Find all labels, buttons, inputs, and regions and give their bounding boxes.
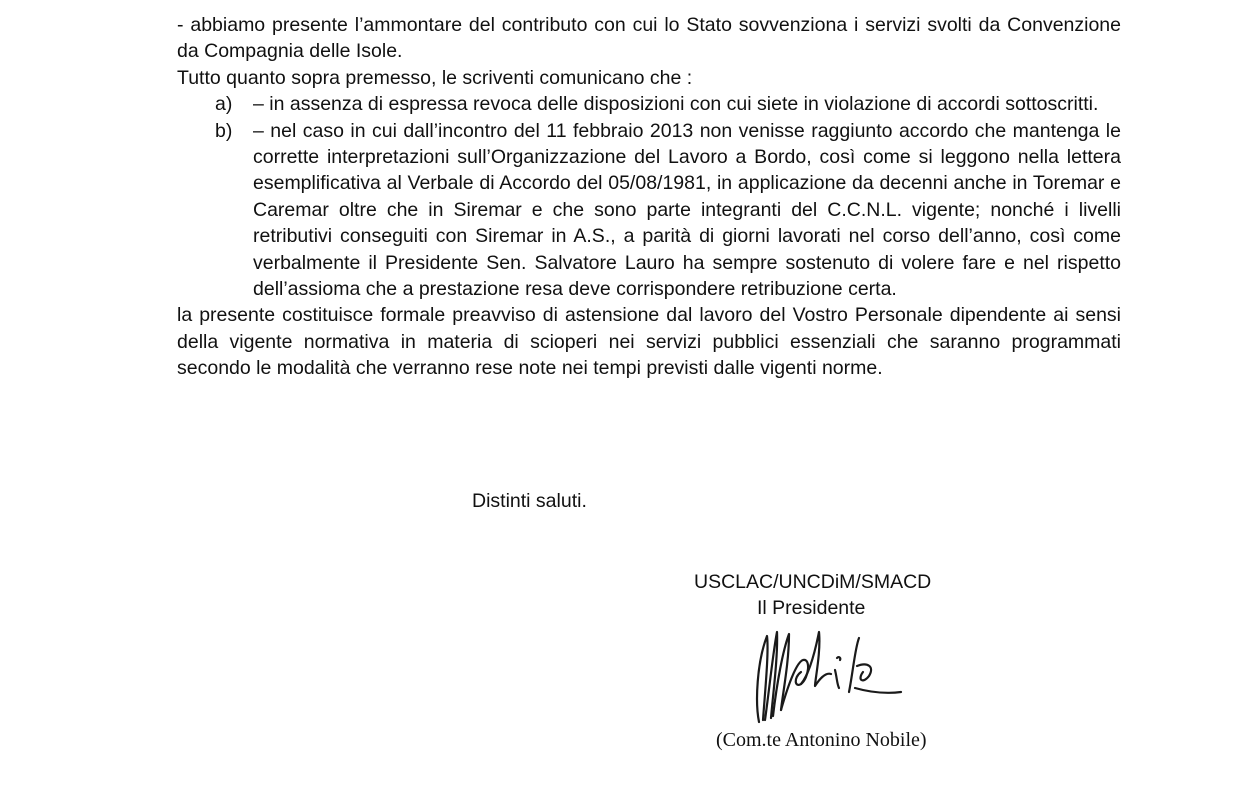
letter-body (177, 12, 1121, 382)
list-item-text: – nel caso in cui dall’incontro del 11 febbraio 2013 non venisse raggiunto accordo che mantenga le corrette interpretazioni sull’Organizzazione del Lavoro a Bordo, così come si leggono nella lettera esemplificativa al Verbale di Accordo del 05/08/1981, in applicazione da decenni anche in Toremar e Caremar oltre che in Siremar e che sono parte integranti del C.C.N.L. vigente; nonché i livelli retributivi conseguiti con Siremar in A.S., a parità di giorni lavorati nel corso dell’anno, così come verbalmente il Presidente Sen. Salvatore Lauro ha sempre sostenuto di volere fare e nel rispetto dell’assioma che a prestazione resa deve corrispondere retribuzione certa. (253, 119, 1121, 301)
signer-name: (Com.te Antonino Nobile) (716, 729, 927, 751)
signer-role: Il Presidente (757, 597, 866, 619)
organization-name: USCLAC/UNCDiM/SMACD (694, 571, 932, 593)
handwritten-signature-icon (745, 622, 910, 727)
list-item-text: – in assenza di espressa revoca delle disposizioni con cui siete in violazione di accordi sottoscritti. (253, 93, 1099, 116)
intro-paragraph: - abbiamo presente l’ammontare del contributo con cui lo Stato sovvenziona i servizi svolti da Convenzione da Compagnia delle Isole. (177, 14, 1121, 63)
premise-paragraph: Tutto quanto sopra premesso, le scriventi comunicano che : (177, 66, 693, 89)
list-item (177, 91, 1121, 117)
conditions-list (177, 91, 1121, 302)
list-marker: b) (215, 119, 233, 142)
closing-salutation: Distinti saluti. (472, 490, 587, 512)
list-marker: a) (215, 93, 233, 116)
conclusion-paragraph: la presente costituisce formale preavviso di astensione dal lavoro del Vostro Personale dipendente ai sensi della vigente normativa in materia di scioperi nei servizi pubblici essenziali che saranno programmati secondo le modalità che verranno rese note nei tempi previsti dalle vigenti norme. (177, 304, 1121, 380)
list-item (177, 118, 1121, 303)
